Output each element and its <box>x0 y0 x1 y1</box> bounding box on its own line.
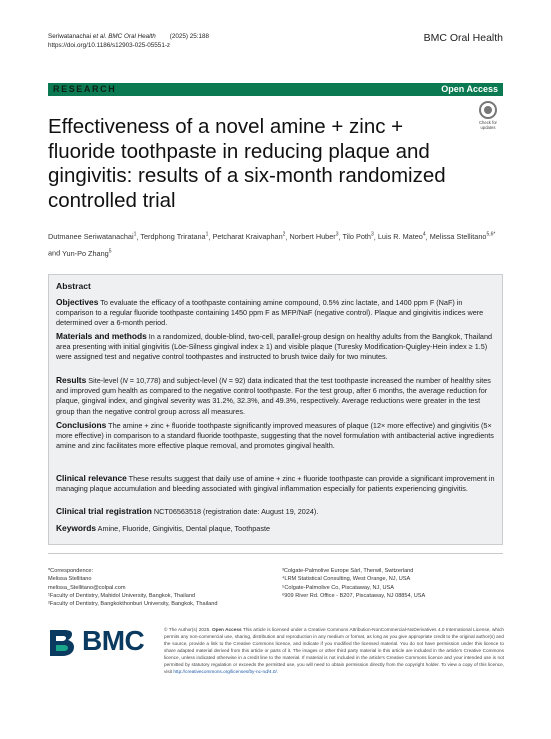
check-updates-icon <box>479 101 497 119</box>
footnotes-right <box>282 567 504 600</box>
article-type-label: RESEARCH <box>53 84 117 94</box>
footnote: ¹Faculty of Dentistry, Mahidol University, Bangkok, Thailand <box>48 592 196 599</box>
author-list: Dutmanee Seriwatanachai$^1$, Terdphong Triratana$^1$, Petcharat Kraivaphan$^2$, Norbert Huber$^3$, Tilo Poth$^3$, Luis R. Mateo$^4$, Melissa Stellitano$^{5,6*}$ and Yun-Po Zhang$^5$ <box>48 232 496 258</box>
check-for-updates-badge[interactable] <box>474 101 502 133</box>
footnote: ²Faculty of Dentistry, Bangkokthonburi University, Bangkok, Thailand <box>48 601 218 608</box>
bmc-logo <box>48 625 158 658</box>
article-title: Effectiveness of a novel amine + zinc + fluoride toothpaste in reducing plaque and gingivitis: results of a six-month randomized controlled trial <box>48 115 446 212</box>
citation-meta: (2025) 25:188 <box>155 33 210 40</box>
citation-authors: Seriwatanachai <box>48 33 93 40</box>
author: Dutmanee Seriwatanachai$^1$ <box>48 232 137 242</box>
bmc-logo-text: BMC <box>82 625 145 656</box>
citation-header <box>48 32 209 50</box>
author: Yun-Po Zhang$^5$ <box>62 248 112 258</box>
license-link[interactable]: http://creativecommons.org/licenses/by-nc-nd/4.0/ <box>173 669 277 674</box>
doi-link[interactable]: https://doi.org/10.1186/s12903-025-05551-z <box>48 42 171 49</box>
abstract-objectives: Objectives To evaluate the efficacy of a toothpaste containing amine compound, 0.5% zinc lactate, and 1400 ppm F (NaF) in comparison to a regular fluoride toothpaste containing 1450 ppm F as MFP/NaF (negative control). Plaque and gingivitis indices were determined over a 6-month period. <box>56 297 484 328</box>
open-access-label: Open Access <box>441 84 498 94</box>
author: Petcharat Kraivaphan$^2$ <box>212 232 286 242</box>
citation-journal: et al. BMC Oral Health <box>92 33 156 40</box>
author: Norbert Huber$^3$ <box>289 232 339 242</box>
correspondence-email[interactable]: melissa_Stellitano@colpal.com <box>48 584 126 591</box>
abstract-keywords: Keywords Amine, Fluoride, Gingivitis, Dental plaque, Toothpaste <box>56 523 271 533</box>
badge-text-1: Check for <box>479 120 497 125</box>
footnote: *Correspondence: <box>48 568 94 574</box>
bmc-logo-icon <box>48 628 80 658</box>
abstract-box <box>48 274 503 545</box>
abstract-heading: Abstract <box>56 281 91 291</box>
author: Terdphong Triratana$^1$ <box>140 232 209 242</box>
license-text: © The Author(s) 2025. Open Access This article is licensed under a Creative Commons Attribution-NonCommercial-NoDerivatives 4.0 International License, which permits any non-commercial use, sharing, distribution and reproduction in any medium or format, as long as you give appropriate credit to the original author(s) and the source, provide a link to the Creative Commons licence, and indicate if you modified the licensed material. You do not have permission under this licence to share adapted material derived from this article or parts of it. The images or other third party material in this article are included in the article's Creative Commons licence, unless indicated otherwise in a credit line to the material. If material is not included in the article's Creative Commons licence and your intended use is not permitted by statutory regulation or exceeds the permitted use, you will need to obtain permission directly from the copyright holder. To view a copy of this licence, visit http://creativecommons.org/licenses/by-nc-nd/4.0/. <box>164 627 505 674</box>
footnotes-left <box>48 567 273 608</box>
footnote: ³Colgate-Palmolive Europe Sàrl, Therwil, Switzerland <box>282 568 414 574</box>
badge-text-2: updates <box>480 125 496 130</box>
abstract-methods: Materials and methods In a randomized, double-blind, two-cell, parallel-group design on healthy adults from the Bangkok, Thailand area presenting with initial gingivitis (Löe-Silness gingival index ≥ 1) and visible plaque (Turesky Modification-Quigley-Hein index ≥ 1.5) were assigned test and negative control toothpastes and instructed to brush twice daily for two minutes. <box>56 331 493 362</box>
footnote: ⁵Colgate-Palmolive Co, Piscataway, NJ, USA <box>282 584 394 591</box>
footnote: ⁴LRM Statistical Consulting, West Orange, NJ, USA <box>282 576 411 583</box>
journal-name: BMC Oral Health <box>423 32 503 44</box>
author: Luis R. Mateo$^4$ <box>377 232 426 242</box>
footnote: ⁶909 River Rd. Office - B207, Piscataway, NJ 08854, USA <box>282 592 426 599</box>
footnote: Melissa Stellitano <box>48 576 92 583</box>
abstract-clinical-relevance: Clinical relevance These results suggest that daily use of amine + zinc + fluoride toothpaste can provide a significant improvement in managing plaque accumulation and bleeding associated with gingival inflammation especially for patients experiencing gingivitis. <box>56 473 495 494</box>
abstract-conclusions: Conclusions The amine + zinc + fluoride toothpaste significantly improved measures of plaque (12× more effective) and gingivitis (5× more effective) in comparison to a standard fluoride toothpaste, suggesting that the novel formulation with antibacterial active ingredients amine and zinc facilitates more effective plaque removal, and promotes gingival health. <box>56 420 494 451</box>
author: Melissa Stellitano$^{5,6*}$ <box>429 232 496 242</box>
footnote-divider <box>48 553 503 554</box>
section-bar <box>48 83 503 96</box>
abstract-results: Results Site-level (N = 10,778) and subject-level (N = 92) data indicated that the test toothpaste increased the number of healthy sites and improved gum health as compared to the negative control toothpaste. For the test group, after 6 months, the average reduction for plaque, gingival index, and gingival severity was 31.2%, 32.3%, and 49.3%, respectively. Average reductions were greater in the test group than the negative control group across all measures. <box>56 375 491 416</box>
abstract-trial-registration: Clinical trial registration NCT06563518 (registration date: August 19, 2024). <box>56 506 319 516</box>
author: Tilo Poth$^3$ <box>342 232 374 242</box>
